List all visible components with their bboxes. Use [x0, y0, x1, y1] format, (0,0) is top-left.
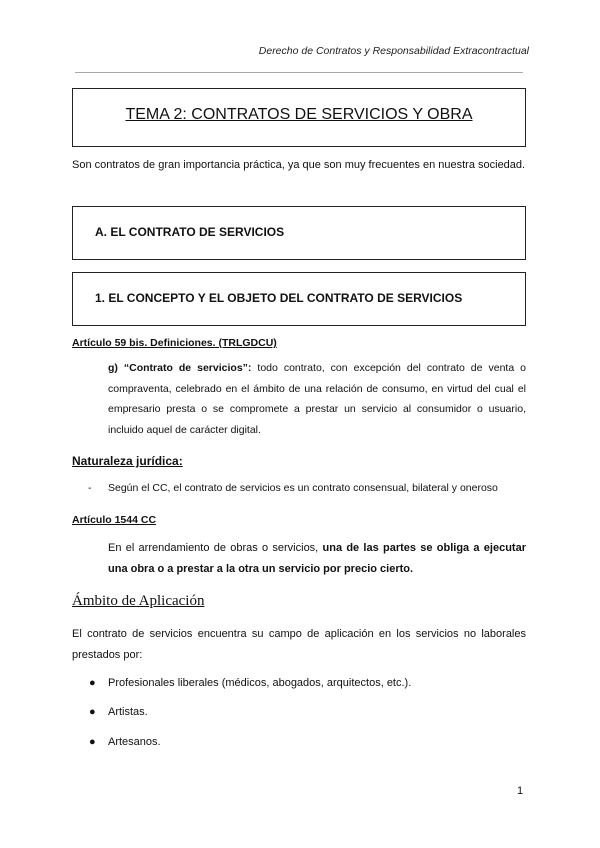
bullet-icon: ● — [89, 677, 96, 689]
art59-lead: g) “Contrato de servicios”: — [108, 362, 252, 374]
art1544-bold: una de las partes se obliga a ejecutar una obra o a prestar a la otra un servicio por precio cierto. — [108, 542, 526, 575]
list-item-text: Profesionales liberales (médicos, abogados, arquitectos, etc.). — [108, 677, 412, 689]
bullet-icon: ● — [89, 706, 96, 718]
art59-text: todo contrato, con excepción del contrato de venta o compraventa, celebrado en el ámbito de una relación de consumo, en virtud del cual el empresario presta o se compromete a prestar un servicio al consumidor o usuario, incluido aquel de carácter digital. — [108, 362, 526, 436]
ambito-heading: Ámbito de Aplicación — [72, 593, 205, 609]
bullet-icon: ● — [89, 736, 96, 748]
section-a-box — [72, 206, 526, 260]
dash-marker: - — [88, 482, 92, 494]
naturaleza-heading: Naturaleza jurídica: — [72, 454, 183, 468]
title-box — [72, 88, 526, 147]
list-item-text: Artesanos. — [108, 736, 161, 748]
naturaleza-text: Según el CC, el contrato de servicios es un contrato consensual, bilateral y oneroso — [108, 482, 498, 494]
section-a-heading: A. EL CONTRATO DE SERVICIOS — [95, 225, 285, 239]
list-item-text: Artistas. — [108, 706, 148, 718]
section-1-box — [72, 272, 526, 326]
art1544-plain: En el arrendamiento de obras o servicios, — [108, 542, 323, 554]
document-title: TEMA 2: CONTRATOS DE SERVICIOS Y OBRA — [125, 106, 473, 123]
section-1-heading: 1. EL CONCEPTO Y EL OBJETO DEL CONTRATO DE SERVICIOS — [95, 291, 463, 305]
running-header: Derecho de Contratos y Responsabilidad Extracontractual — [258, 45, 529, 57]
art59-definition — [108, 358, 526, 440]
page-number: 1 — [517, 785, 524, 797]
art59-heading: Artículo 59 bis. Definiciones. (TRLGDCU) — [72, 337, 277, 349]
ambito-paragraph: El contrato de servicios encuentra su campo de aplicación en los servicios no laborales prestados por: — [72, 628, 526, 661]
intro-paragraph: Son contratos de gran importancia práctica, ya que son muy frecuentes en nuestra sociedad. — [72, 159, 526, 171]
header-divider — [75, 72, 523, 73]
art1544-text — [108, 538, 526, 579]
art1544-heading: Artículo 1544 CC — [72, 514, 157, 526]
